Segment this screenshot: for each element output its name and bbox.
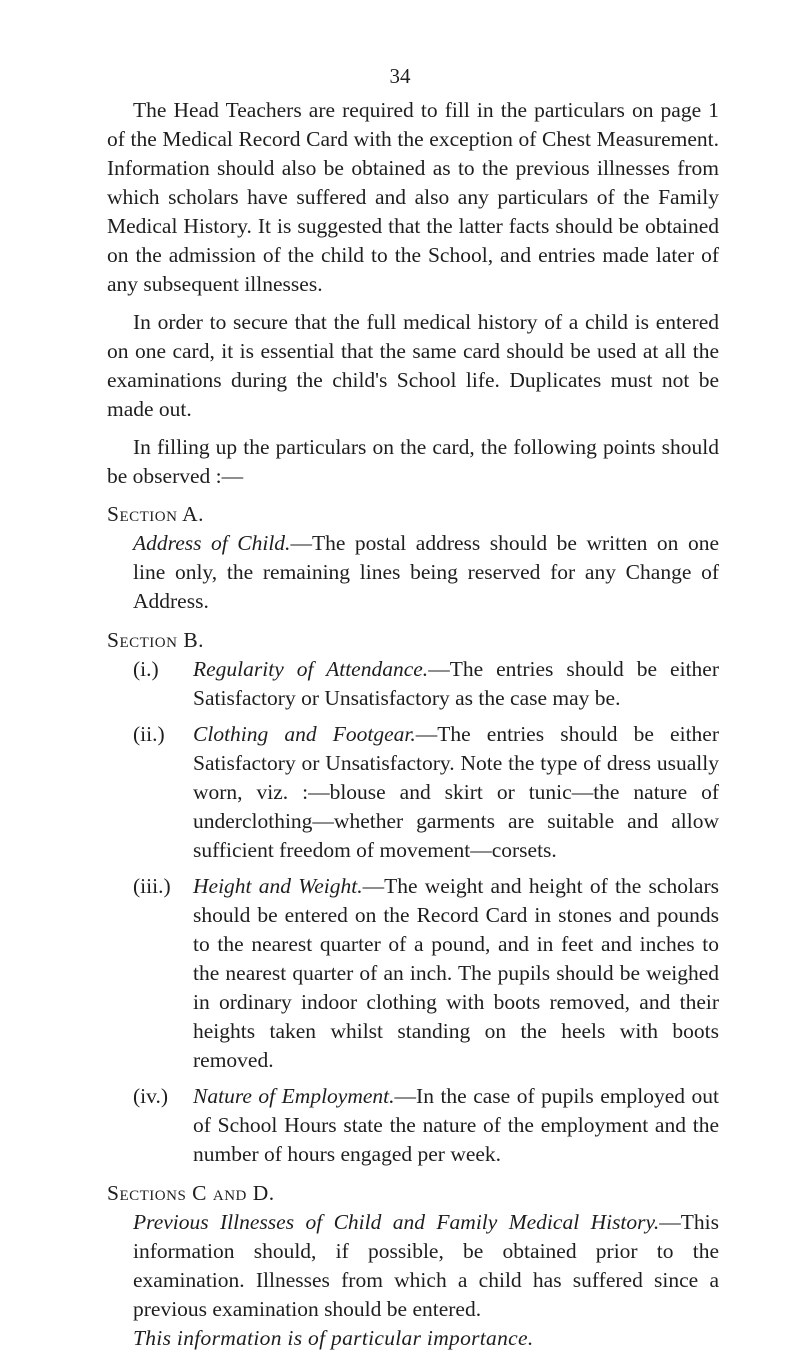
section-b xyxy=(107,626,719,1169)
intro-paragraph: In filling up the particulars on the card, the following points should be observed :— xyxy=(107,435,719,488)
item-number: (iv.) xyxy=(133,1084,169,1108)
section-cd xyxy=(107,1179,719,1353)
section-cd-lead: Previous Illnesses of Child and Family Medical History. xyxy=(133,1210,660,1234)
list-item xyxy=(133,655,719,713)
list-item xyxy=(133,872,719,1075)
item-lead: Height and Weight. xyxy=(193,874,363,898)
item-number: (iii.) xyxy=(133,874,171,898)
intro-paragraph: The Head Teachers are required to fill in the particulars on page 1 of the Medical Record Card with the exception of Chest Measurement. Information should also be obtained as to the previous illnesses from which scholars have suffered and also any particulars of the Family Medical History. It is suggested that the latter facts should be obtained on the admission of the child to the School, and entries made later of any subsequent illnesses. xyxy=(107,98,719,296)
section-a xyxy=(107,500,719,616)
section-b-heading: Section B. xyxy=(107,628,205,652)
item-text: —In the case of pupils employed out of School Hours state the nature of the employment and the number of hours engaged per week. xyxy=(193,1084,720,1166)
item-lead: Regularity of Attendance. xyxy=(193,657,429,681)
item-number: (ii.) xyxy=(133,722,165,746)
section-b-items xyxy=(107,655,719,1169)
intro-paragraph: In order to secure that the full medical history of a child is entered on one card, it is essential that the same card should be used at all the examinations during the child's School life. Duplicates must not be made out. xyxy=(107,310,719,421)
section-a-text: —The postal address should be written on one line only, the remaining lines being reserved for any Change of Address. xyxy=(133,531,719,613)
item-number: (i.) xyxy=(133,657,159,681)
item-text: —The entries should be either Satisfactory or Unsatisfactory. Note the type of dress usually worn, viz. :—blouse and skirt or tunic—the nature of underclothing—whether garments are suitable and allow sufficient freedom of movement—corsets. xyxy=(193,722,719,862)
section-cd-text: —This information should, if possible, be obtained prior to the examination. Illnesses from which a child has suffered since a previous examination should be entered. xyxy=(133,1210,719,1321)
page-number: 34 xyxy=(389,64,411,88)
list-item xyxy=(133,720,719,865)
section-a-lead: Address of Child. xyxy=(133,531,291,555)
item-text: —The entries should be either Satisfactory or Unsatisfactory as the case may be. xyxy=(193,657,719,710)
section-cd-body xyxy=(107,1208,719,1324)
item-text: —The weight and height of the scholars should be entered on the Record Card in stones and pounds to the nearest quarter of a pound, and in feet and inches to the nearest quarter of an inch. The pupils should be weighed in ordinary indoor clothing with boots removed, and their heights taken whilst standing on the heels with boots removed. xyxy=(193,874,719,1072)
item-lead: Nature of Employment. xyxy=(193,1084,395,1108)
closing-note: This information is of particular importance. xyxy=(133,1326,534,1350)
section-cd-heading: Sections C and D. xyxy=(107,1181,275,1205)
section-a-body xyxy=(107,529,719,616)
item-lead: Clothing and Footgear. xyxy=(193,722,416,746)
body-text xyxy=(107,96,719,1363)
list-item xyxy=(133,1082,719,1169)
section-a-heading: Section A. xyxy=(107,502,205,526)
